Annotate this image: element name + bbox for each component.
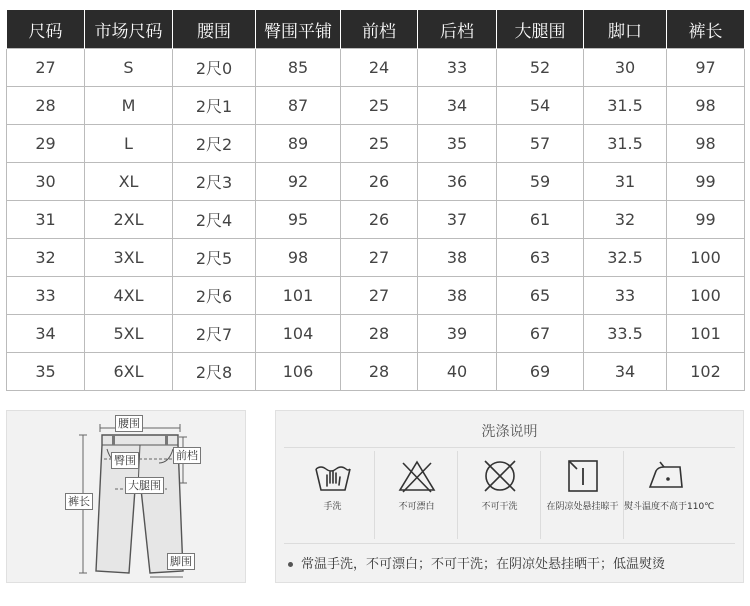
table-cell: 31: [7, 201, 85, 239]
table-cell: 65: [497, 277, 584, 315]
table-cell: 33: [7, 277, 85, 315]
table-cell: 57: [497, 125, 584, 163]
table-cell: 30: [7, 163, 85, 201]
table-cell: 39: [418, 315, 497, 353]
pants-diagram-panel: [6, 410, 246, 583]
table-cell: 95: [256, 201, 341, 239]
table-row: [7, 163, 745, 201]
table-cell: 2尺0: [173, 49, 256, 87]
front-rise-label: 前档: [173, 447, 201, 464]
table-cell: 100: [667, 277, 745, 315]
table-cell: 36: [418, 163, 497, 201]
care-label: 熨斗温度不高于110℃: [624, 502, 715, 512]
table-cell: 92: [256, 163, 341, 201]
table-cell: 34: [7, 315, 85, 353]
hand-wash-icon: [313, 459, 353, 493]
column-header: 市场尺码: [85, 10, 173, 49]
care-note-text: 常温手洗，不可漂白；不可干洗；在阴凉处悬挂晒干；低温熨烫: [301, 557, 666, 572]
table-cell: 40: [418, 353, 497, 391]
thigh-label: 大腿围: [125, 477, 164, 494]
divider: [284, 447, 735, 448]
table-cell: 32: [7, 239, 85, 277]
column-header: 臀围平铺: [256, 10, 341, 49]
table-cell: 34: [584, 353, 667, 391]
table-cell: 31: [584, 163, 667, 201]
size-table-body: [7, 49, 745, 391]
care-note: [288, 553, 665, 572]
care-item-hand-wash: [291, 451, 374, 539]
table-cell: 52: [497, 49, 584, 87]
table-cell: 6XL: [85, 353, 173, 391]
table-cell: 4XL: [85, 277, 173, 315]
table-cell: 35: [7, 353, 85, 391]
table-cell: 100: [667, 239, 745, 277]
care-panel: [275, 410, 744, 583]
bullet-icon: [288, 562, 293, 567]
table-cell: 54: [497, 87, 584, 125]
leg-opening-label: 脚围: [167, 553, 195, 570]
care-item-iron: [623, 451, 715, 539]
table-cell: 101: [256, 277, 341, 315]
table-cell: 33: [418, 49, 497, 87]
table-row: [7, 353, 745, 391]
column-header: 腰围: [173, 10, 256, 49]
care-item-no-dry-clean: [457, 451, 541, 539]
table-cell: L: [85, 125, 173, 163]
table-cell: 28: [341, 353, 418, 391]
table-row: [7, 277, 745, 315]
table-cell: 89: [256, 125, 341, 163]
column-header: 大腿围: [497, 10, 584, 49]
table-cell: 97: [667, 49, 745, 87]
no-bleach-icon: [397, 459, 437, 493]
care-item-line-dry: [540, 451, 624, 539]
table-cell: 2尺8: [173, 353, 256, 391]
column-header: 前档: [341, 10, 418, 49]
size-table: [6, 10, 745, 391]
size-table-header: [7, 10, 745, 49]
table-cell: 98: [256, 239, 341, 277]
table-cell: 101: [667, 315, 745, 353]
table-cell: 31.5: [584, 125, 667, 163]
table-cell: 33.5: [584, 315, 667, 353]
table-cell: 2尺1: [173, 87, 256, 125]
care-title: 洗涤说明: [481, 424, 538, 440]
table-cell: 24: [341, 49, 418, 87]
table-row: [7, 125, 745, 163]
table-cell: 27: [341, 277, 418, 315]
table-cell: 2XL: [85, 201, 173, 239]
table-cell: 33: [584, 277, 667, 315]
table-cell: 2尺6: [173, 277, 256, 315]
table-row: [7, 201, 745, 239]
table-cell: 3XL: [85, 239, 173, 277]
table-row: [7, 49, 745, 87]
table-cell: 98: [667, 125, 745, 163]
table-cell: 27: [7, 49, 85, 87]
table-cell: 38: [418, 239, 497, 277]
table-cell: 2尺2: [173, 125, 256, 163]
table-cell: 32.5: [584, 239, 667, 277]
table-row: [7, 87, 745, 125]
pants-diagram: [7, 411, 247, 584]
table-cell: 28: [341, 315, 418, 353]
column-header: 裤长: [667, 10, 745, 49]
table-cell: 2尺5: [173, 239, 256, 277]
table-cell: 85: [256, 49, 341, 87]
care-label: 不可干洗: [481, 502, 518, 512]
table-cell: 32: [584, 201, 667, 239]
table-cell: 34: [418, 87, 497, 125]
column-header: 后档: [418, 10, 497, 49]
table-cell: 104: [256, 315, 341, 353]
table-cell: 67: [497, 315, 584, 353]
length-label: 裤长: [65, 493, 93, 510]
table-cell: 27: [341, 239, 418, 277]
table-cell: M: [85, 87, 173, 125]
table-cell: 61: [497, 201, 584, 239]
table-cell: 87: [256, 87, 341, 125]
table-cell: 5XL: [85, 315, 173, 353]
table-cell: 106: [256, 353, 341, 391]
table-cell: 26: [341, 201, 418, 239]
iron-low-icon: [646, 459, 686, 493]
table-cell: 31.5: [584, 87, 667, 125]
table-cell: 30: [584, 49, 667, 87]
column-header: 脚口: [584, 10, 667, 49]
table-cell: 102: [667, 353, 745, 391]
table-cell: 29: [7, 125, 85, 163]
care-label: 在阴凉处悬挂晾干: [546, 502, 619, 512]
care-label: 手洗: [323, 502, 342, 512]
table-cell: XL: [85, 163, 173, 201]
table-row: [7, 315, 745, 353]
waist-label: 腰围: [115, 415, 143, 432]
divider: [284, 543, 735, 544]
table-cell: 98: [667, 87, 745, 125]
line-dry-shade-icon: [563, 459, 603, 493]
table-cell: 59: [497, 163, 584, 201]
table-row: [7, 239, 745, 277]
table-cell: 37: [418, 201, 497, 239]
table-cell: 26: [341, 163, 418, 201]
table-cell: 25: [341, 125, 418, 163]
table-cell: 63: [497, 239, 584, 277]
table-cell: S: [85, 49, 173, 87]
care-item-no-bleach: [374, 451, 458, 539]
table-cell: 38: [418, 277, 497, 315]
no-dry-clean-icon: [480, 459, 520, 493]
table-cell: 2尺4: [173, 201, 256, 239]
table-cell: 35: [418, 125, 497, 163]
care-label: 不可漂白: [398, 502, 435, 512]
table-cell: 28: [7, 87, 85, 125]
table-cell: 99: [667, 163, 745, 201]
table-cell: 2尺3: [173, 163, 256, 201]
hip-label: 臀围: [111, 452, 139, 469]
table-cell: 69: [497, 353, 584, 391]
table-cell: 2尺7: [173, 315, 256, 353]
table-cell: 25: [341, 87, 418, 125]
table-cell: 99: [667, 201, 745, 239]
column-header: 尺码: [7, 10, 85, 49]
